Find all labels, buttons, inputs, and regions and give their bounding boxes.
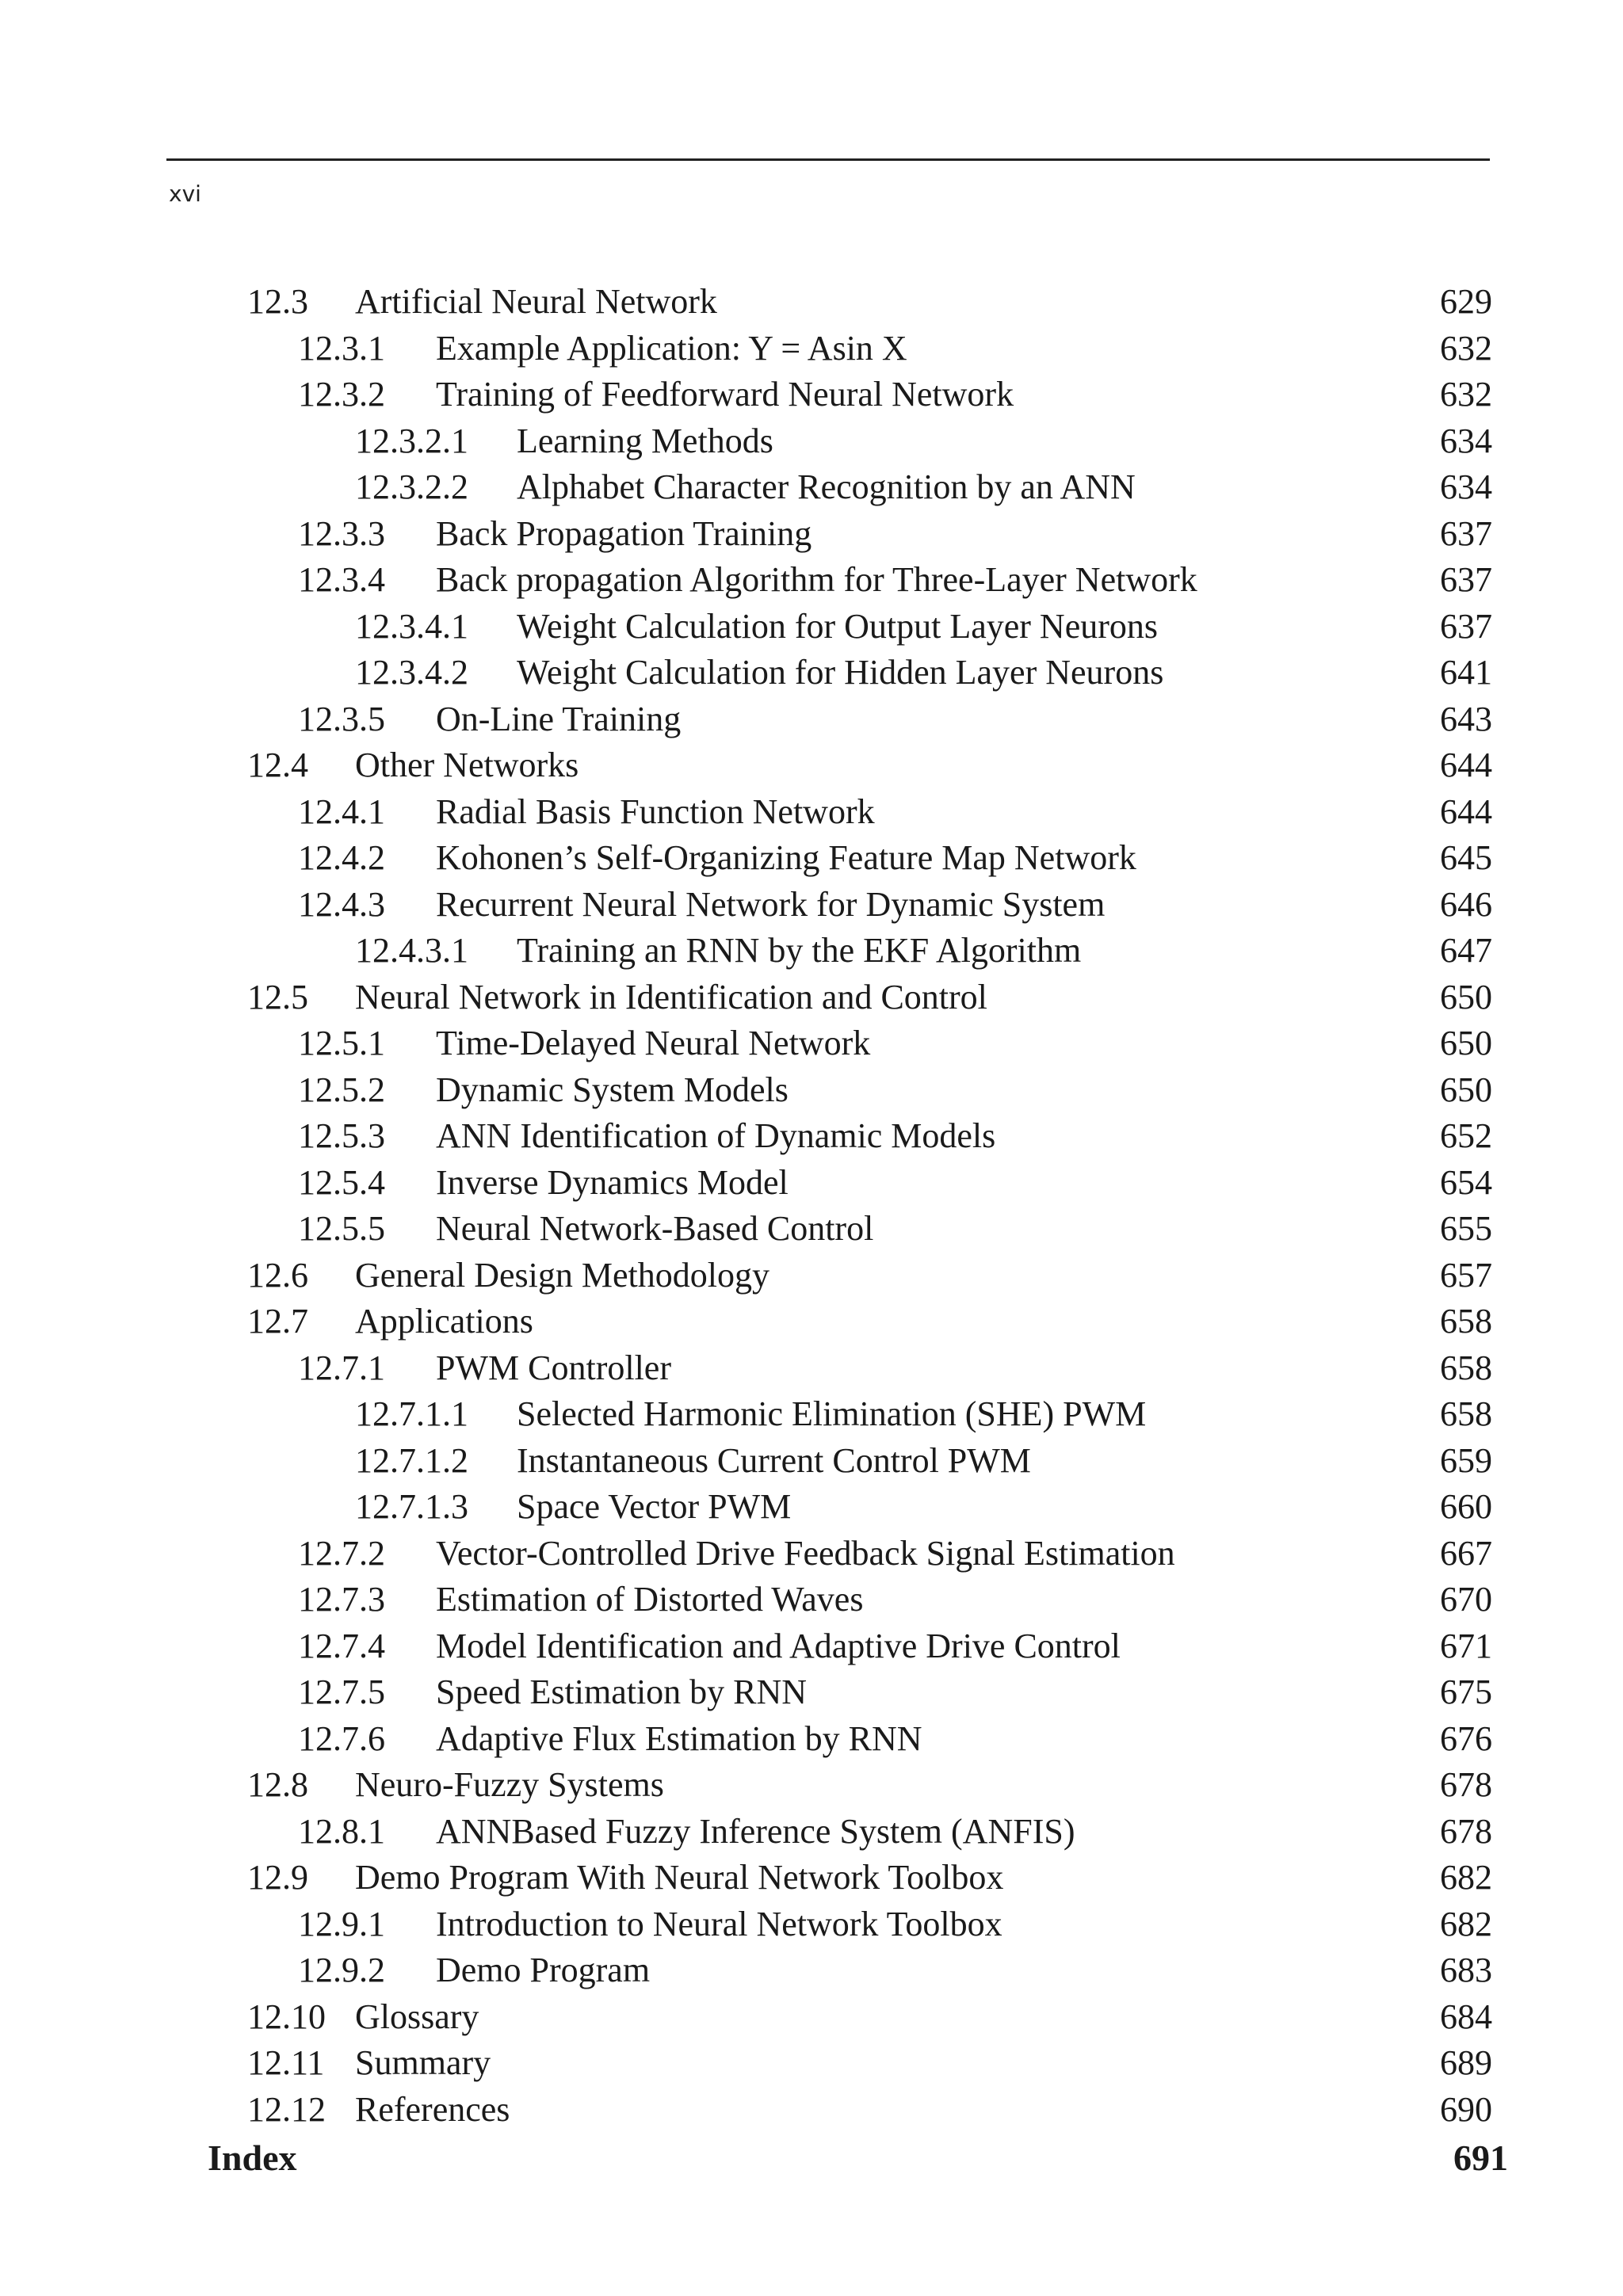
toc-entry-number: 12.5 — [247, 977, 308, 1016]
toc-entry-number: 12.6 — [247, 1255, 308, 1295]
toc-entry-title: Time-Delayed Neural Network — [436, 1024, 871, 1062]
toc-entry-page: 652 — [1440, 1116, 1492, 1155]
toc-entry-page: 660 — [1440, 1487, 1492, 1526]
toc-entry — [0, 464, 1623, 511]
toc-entry — [0, 974, 1623, 1021]
toc-entry-title: References — [355, 2089, 510, 2129]
toc-entry-number: 12.12 — [247, 2089, 326, 2129]
toc-entry-page: 658 — [1440, 1348, 1492, 1387]
toc-index-entry — [0, 2133, 1623, 2183]
toc-entry-title: Learning Methods — [517, 421, 773, 460]
toc-entry-page: 632 — [1440, 375, 1492, 414]
toc-entry — [0, 326, 1623, 372]
toc-entry — [0, 1623, 1623, 1670]
toc-entry-page: 678 — [1440, 1765, 1492, 1804]
toc-entry — [0, 650, 1623, 696]
toc-entry — [0, 1206, 1623, 1253]
toc-entry-page: 654 — [1440, 1162, 1492, 1202]
toc-entry-page: 682 — [1440, 1858, 1492, 1897]
toc-entry-title: Speed Estimation by RNN — [436, 1672, 808, 1711]
toc-entry-number: 12.7.1.1 — [355, 1394, 468, 1433]
toc-entry-page: 641 — [1440, 653, 1492, 692]
toc-entry-title: Instantaneous Current Control PWM — [517, 1440, 1031, 1480]
toc-entry-title: Training of Feedforward Neural Network — [436, 375, 1014, 414]
toc-entry-title: Space Vector PWM — [517, 1487, 792, 1526]
toc-entry-title: Neuro-Fuzzy Systems — [355, 1765, 664, 1804]
toc-entry — [0, 1669, 1623, 1716]
toc-entry-page: 645 — [1440, 838, 1492, 877]
toc-entry-title: Radial Basis Function Network — [436, 791, 875, 831]
toc-entry-page: 646 — [1440, 884, 1492, 924]
toc-entry-page: 682 — [1440, 1904, 1492, 1943]
toc-entry-page: 658 — [1440, 1302, 1492, 1341]
toc-entry-page: 689 — [1440, 2043, 1492, 2082]
toc-entry-number: 12.3.5 — [298, 699, 385, 738]
toc-entry-page: 690 — [1440, 2089, 1492, 2129]
toc-entry-number: 12.7.2 — [298, 1533, 385, 1573]
toc-entry-number: 12.5.1 — [298, 1024, 385, 1062]
toc-entry-title: Kohonen’s Self-Organizing Feature Map Network — [436, 838, 1136, 877]
toc-entry-number: 12.7.1 — [298, 1348, 385, 1387]
toc-entry-number: 12.7.1.2 — [355, 1440, 468, 1480]
toc-entry-title: Summary — [355, 2043, 491, 2082]
toc-entry-number: 12.4.1 — [298, 791, 385, 831]
toc-entry — [0, 696, 1623, 743]
toc-entry — [0, 1113, 1623, 1160]
toc-entry-page: 650 — [1440, 1070, 1492, 1109]
toc-entry-number: 12.9.2 — [298, 1951, 385, 1989]
toc-entry-title: General Design Methodology — [355, 1255, 769, 1295]
toc-entry — [0, 928, 1623, 974]
toc-entry-page: 655 — [1440, 1209, 1492, 1248]
toc-entry — [0, 1160, 1623, 1207]
toc-entry-page: 670 — [1440, 1580, 1492, 1619]
toc-entry — [0, 1994, 1623, 2041]
toc-entry-title: Selected Harmonic Elimination (SHE) PWM — [517, 1394, 1147, 1433]
toc-entry-page: 634 — [1440, 467, 1492, 506]
toc-entry-title: Neural Network in Identification and Control — [355, 977, 987, 1016]
toc-entry-title: Neural Network-Based Control — [436, 1209, 874, 1248]
toc-entry — [0, 1253, 1623, 1299]
toc-entry-title: Introduction to Neural Network Toolbox — [436, 1904, 1002, 1943]
toc-entry-title: Other Networks — [355, 746, 579, 784]
toc-entry-page: 629 — [1440, 282, 1492, 321]
toc-entry-number: 12.3.4.1 — [355, 606, 468, 646]
toc-entry-number: 12.3.3 — [298, 513, 385, 553]
toc-entry-title: Artificial Neural Network — [355, 282, 717, 321]
toc-entry-title: Demo Program — [436, 1951, 651, 1989]
toc-entry-number: 12.3.4 — [298, 560, 385, 599]
toc-entry — [0, 1901, 1623, 1948]
toc-entry — [0, 742, 1623, 789]
toc-entry-title: ANNBased Fuzzy Inference System (ANFIS) — [436, 1811, 1075, 1851]
toc-entry-number: 12.3.2.1 — [355, 421, 468, 460]
page-number: xvi — [169, 181, 201, 207]
toc-entry-title: Back propagation Algorithm for Three-Layer Network — [436, 560, 1197, 599]
toc-entry-title: Vector-Controlled Drive Feedback Signal Estimation — [436, 1533, 1175, 1573]
table-of-contents — [0, 279, 1623, 2133]
toc-entry-number: 12.7 — [247, 1302, 308, 1341]
toc-entry-title: Applications — [355, 1302, 533, 1341]
toc-entry — [0, 835, 1623, 882]
toc-entry — [0, 882, 1623, 929]
toc-entry-page: 676 — [1440, 1718, 1492, 1758]
toc-entry-title: On-Line Training — [436, 699, 682, 738]
toc-entry — [0, 604, 1623, 650]
toc-entry-number: 12.3.1 — [298, 328, 385, 368]
toc-entry-page: 658 — [1440, 1394, 1492, 1433]
toc-entry-title: Adaptive Flux Estimation by RNN — [436, 1718, 922, 1758]
toc-entry-number: 12.3.2.2 — [355, 467, 468, 506]
toc-entry-number: 12.3.4.2 — [355, 653, 468, 692]
toc-entry-page: 659 — [1440, 1440, 1492, 1480]
toc-entry — [0, 1855, 1623, 1901]
toc-entry-number: 12.4 — [247, 746, 308, 784]
toc-entry-number: 12.5.4 — [298, 1162, 385, 1202]
toc-entry-number: 12.4.2 — [298, 838, 385, 877]
toc-entry-page: 683 — [1440, 1951, 1492, 1989]
toc-entry-number: 12.8.1 — [298, 1811, 385, 1851]
toc-entry-page: 650 — [1440, 1024, 1492, 1062]
toc-entry-number: 12.5.3 — [298, 1116, 385, 1155]
toc-entry-title: Alphabet Character Recognition by an ANN — [517, 467, 1136, 506]
toc-entry — [0, 1716, 1623, 1763]
toc-entry-number: 12.7.6 — [298, 1718, 385, 1758]
toc-entry-page: 644 — [1440, 746, 1492, 784]
toc-entry-page: 667 — [1440, 1533, 1492, 1573]
toc-entry-page: 637 — [1440, 513, 1492, 553]
toc-entry-title: Estimation of Distorted Waves — [436, 1580, 864, 1619]
toc-entry-page: 643 — [1440, 699, 1492, 738]
toc-entry — [0, 1577, 1623, 1623]
toc-entry — [0, 1947, 1623, 1994]
toc-entry-number: 12.4.3.1 — [355, 931, 468, 970]
toc-entry — [0, 1067, 1623, 1114]
toc-entry-page: 675 — [1440, 1672, 1492, 1711]
toc-entry — [0, 1809, 1623, 1855]
toc-entry — [0, 1762, 1623, 1809]
toc-entry — [0, 511, 1623, 558]
toc-entry-number: 12.7.4 — [298, 1626, 385, 1665]
toc-entry-title: Recurrent Neural Network for Dynamic System — [436, 884, 1106, 924]
toc-entry-number: 12.9 — [247, 1858, 308, 1897]
toc-entry-title: Demo Program With Neural Network Toolbox — [355, 1858, 1004, 1897]
toc-entry — [0, 2087, 1623, 2134]
toc-entry-number: 12.5.2 — [298, 1070, 385, 1109]
toc-entry-title: Weight Calculation for Output Layer Neurons — [517, 606, 1159, 646]
toc-entry — [0, 2040, 1623, 2087]
toc-entry-number: 12.9.1 — [298, 1904, 385, 1943]
toc-entry — [0, 1531, 1623, 1577]
header-rule — [166, 158, 1490, 161]
toc-entry — [0, 279, 1623, 326]
toc-entry-title: Dynamic System Models — [436, 1070, 789, 1109]
toc-entry-number: 12.10 — [247, 1997, 326, 2036]
toc-entry-number: 12.3.2 — [298, 375, 385, 414]
toc-entry-page: 678 — [1440, 1811, 1492, 1851]
toc-entry-title: Inverse Dynamics Model — [436, 1162, 789, 1202]
toc-entry-page: 637 — [1440, 560, 1492, 599]
toc-entry-page: 657 — [1440, 1255, 1492, 1295]
toc-entry — [0, 557, 1623, 604]
toc-entry-number: 12.3 — [247, 282, 308, 321]
toc-entry — [0, 1484, 1623, 1531]
toc-entry-number: 12.7.3 — [298, 1580, 385, 1619]
toc-entry — [0, 1345, 1623, 1392]
toc-entry — [0, 1391, 1623, 1438]
index-page-number: 691 — [1453, 2138, 1508, 2178]
toc-entry-page: 632 — [1440, 328, 1492, 368]
toc-entry-title: Example Application: Y = Asin X — [436, 328, 907, 368]
toc-entry-page: 637 — [1440, 606, 1492, 646]
toc-entry — [0, 1438, 1623, 1485]
toc-entry-number: 12.5.5 — [298, 1209, 385, 1248]
toc-entry-title: Training an RNN by the EKF Algorithm — [517, 931, 1082, 970]
toc-entry-title: Back Propagation Training — [436, 513, 812, 553]
toc-entry-number: 12.7.5 — [298, 1672, 385, 1711]
index-title: Index — [208, 2138, 297, 2178]
toc-entry-page: 634 — [1440, 421, 1492, 460]
toc-entry-title: ANN Identification of Dynamic Models — [436, 1116, 996, 1155]
toc-entry-number: 12.4.3 — [298, 884, 385, 924]
toc-entry-page: 644 — [1440, 791, 1492, 831]
toc-entry-page: 684 — [1440, 1997, 1492, 2036]
toc-entry-number: 12.8 — [247, 1765, 308, 1804]
toc-entry-number: 12.7.1.3 — [355, 1487, 468, 1526]
toc-entry-title: Glossary — [355, 1997, 479, 2036]
toc-entry — [0, 418, 1623, 465]
toc-entry-page: 650 — [1440, 977, 1492, 1016]
toc-entry — [0, 372, 1623, 418]
toc-entry-title: PWM Controller — [436, 1348, 671, 1387]
toc-entry — [0, 1299, 1623, 1345]
toc-entry-page: 647 — [1440, 931, 1492, 970]
toc-entry-title: Model Identification and Adaptive Drive Control — [436, 1626, 1121, 1665]
toc-entry-title: Weight Calculation for Hidden Layer Neurons — [517, 653, 1164, 692]
toc-entry — [0, 789, 1623, 836]
toc-entry-number: 12.11 — [247, 2043, 325, 2082]
toc-entry — [0, 1020, 1623, 1067]
toc-entry-page: 671 — [1440, 1626, 1492, 1665]
